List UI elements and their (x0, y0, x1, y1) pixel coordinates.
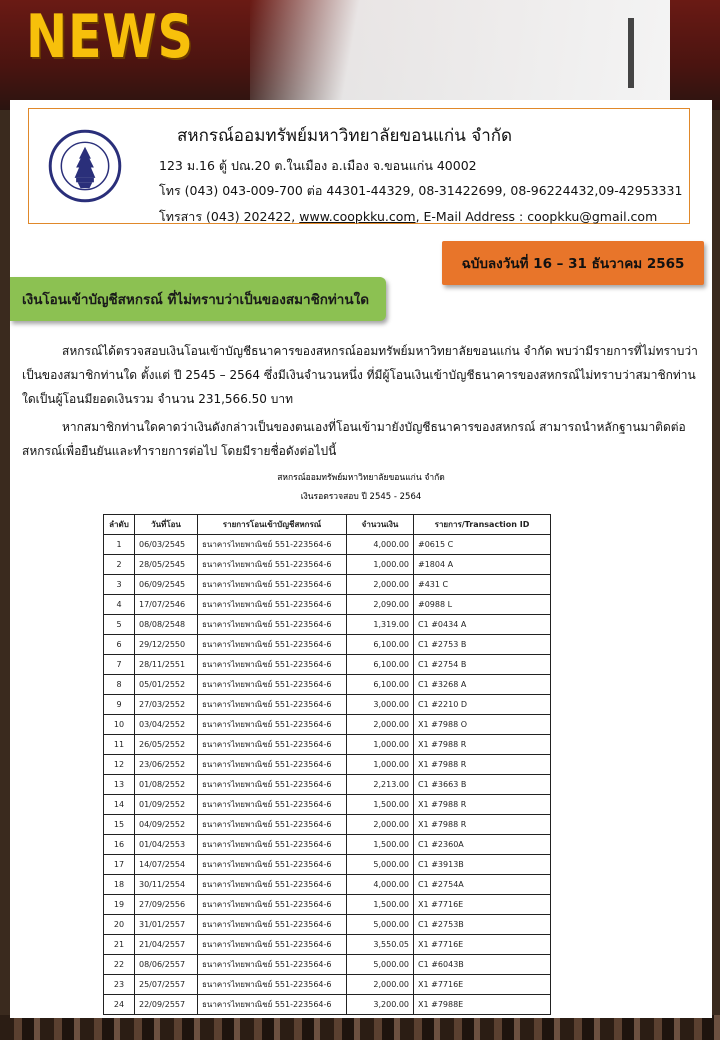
cell-no: 9 (104, 695, 135, 715)
organization-name: สหกรณ์ออมทรัพย์มหาวิทยาลัยขอนแก่น จำกัด (177, 126, 513, 146)
table-header-row (104, 515, 551, 535)
cell-amount: 6,100.00 (347, 655, 414, 675)
cell-no: 2 (104, 555, 135, 575)
cell-description: ธนาคารไทยพาณิชย์ 551-223564-6 (198, 975, 347, 995)
cell-transaction-id: X1 #7988 R (414, 735, 551, 755)
table-row (104, 775, 551, 795)
email-label: , E-Mail Address : (415, 209, 528, 224)
cell-amount: 1,000.00 (347, 755, 414, 775)
cell-amount: 2,000.00 (347, 715, 414, 735)
cell-description: ธนาคารไทยพาณิชย์ 551-223564-6 (198, 895, 347, 915)
cell-amount: 3,200.00 (347, 995, 414, 1015)
cell-transaction-id: #0615 C (414, 535, 551, 555)
cell-date: 17/07/2546 (135, 595, 198, 615)
contact-line (159, 207, 657, 227)
cell-description: ธนาคารไทยพาณิชย์ 551-223564-6 (198, 855, 347, 875)
cell-date: 04/09/2552 (135, 815, 198, 835)
table-subtitle: เงินรอตรวจสอบ ปี 2545 - 2564 (300, 492, 422, 502)
table-row (104, 715, 551, 735)
cell-no: 1 (104, 535, 135, 555)
cell-transaction-id: C1 #2754A (414, 875, 551, 895)
table-title: สหกรณ์ออมทรัพย์มหาวิทยาลัยขอนแก่น จำกัด (277, 473, 445, 483)
cell-amount: 1,500.00 (347, 795, 414, 815)
cell-amount: 2,000.00 (347, 815, 414, 835)
cell-no: 23 (104, 975, 135, 995)
table-row (104, 875, 551, 895)
letterhead (28, 108, 690, 224)
cell-no: 11 (104, 735, 135, 755)
cell-amount: 1,500.00 (347, 835, 414, 855)
cell-date: 22/09/2557 (135, 995, 198, 1015)
cell-date: 30/11/2554 (135, 875, 198, 895)
cell-amount: 2,000.00 (347, 575, 414, 595)
cell-description: ธนาคารไทยพาณิชย์ 551-223564-6 (198, 755, 347, 775)
cell-no: 14 (104, 795, 135, 815)
cell-date: 08/08/2548 (135, 615, 198, 635)
table-row (104, 795, 551, 815)
cell-no: 19 (104, 895, 135, 915)
cell-amount: 2,090.00 (347, 595, 414, 615)
cell-no: 20 (104, 915, 135, 935)
cell-description: ธนาคารไทยพาณิชย์ 551-223564-6 (198, 715, 347, 735)
cell-date: 03/04/2552 (135, 715, 198, 735)
phone-line: โทร (043) 043-009-700 ต่อ 44301-44329, 08-31422699, 08-96224432,09-42953331 (159, 183, 683, 198)
cell-transaction-id: X1 #7716E (414, 935, 551, 955)
cell-date: 27/03/2552 (135, 695, 198, 715)
col-header-description: รายการโอนเข้าบัญชีสหกรณ์ (198, 515, 347, 535)
cell-amount: 4,000.00 (347, 875, 414, 895)
cell-amount: 5,000.00 (347, 915, 414, 935)
cell-description: ธนาคารไทยพาณิชย์ 551-223564-6 (198, 835, 347, 855)
table-row (104, 575, 551, 595)
cell-transaction-id: X1 #7988 O (414, 715, 551, 735)
cell-date: 27/09/2556 (135, 895, 198, 915)
cell-transaction-id: C1 #3268 A (414, 675, 551, 695)
table-row (104, 695, 551, 715)
cell-no: 24 (104, 995, 135, 1015)
section-title: เงินโอนเข้าบัญชีสหกรณ์ ที่ไม่ทราบว่าเป็นของสมาชิกท่านใด (10, 277, 386, 321)
cell-date: 05/01/2552 (135, 675, 198, 695)
issue-date-badge: ฉบับลงวันที่ 16 – 31 ธันวาคม 2565 (442, 241, 704, 285)
cell-amount: 2,000.00 (347, 975, 414, 995)
table-row (104, 735, 551, 755)
cell-no: 15 (104, 815, 135, 835)
cell-description: ธนาคารไทยพาณิชย์ 551-223564-6 (198, 955, 347, 975)
cell-amount: 2,213.00 (347, 775, 414, 795)
cell-amount: 6,100.00 (347, 635, 414, 655)
cell-amount: 3,550.05 (347, 935, 414, 955)
table-row (104, 835, 551, 855)
table-row (104, 955, 551, 975)
table-row (104, 995, 551, 1015)
col-header-date: วันที่โอน (135, 515, 198, 535)
cell-description: ธนาคารไทยพาณิชย์ 551-223564-6 (198, 635, 347, 655)
table-row (104, 915, 551, 935)
cell-date: 01/09/2552 (135, 795, 198, 815)
cell-date: 28/05/2545 (135, 555, 198, 575)
cell-amount: 4,000.00 (347, 535, 414, 555)
cell-date: 01/08/2552 (135, 775, 198, 795)
cell-date: 23/06/2552 (135, 755, 198, 775)
transactions-table (103, 514, 551, 1015)
table-row (104, 755, 551, 775)
cell-transaction-id: C1 #0434 A (414, 615, 551, 635)
paragraph-1: สหกรณ์ได้ตรวจสอบเงินโอนเข้าบัญชีธนาคารของสหกรณ์ออมทรัพย์มหาวิทยาลัยขอนแก่น จำกัด พบว่ามีรายการที่ไม่ทราบว่าเป็นของสมาชิกท่านใด ตั้งแต่ ปี 2545 – 2564 ซึ่งมีเงินจำนวนหนึ่ง ที่มีผู้โอนเงินเข้าบัญชีธนาคารของสหกรณ์ไม่ทราบว่าสมาชิกท่านใดเป็นผู้โอนมียอดเงินรวม จำนวน 231,566.50 บาท (22, 344, 698, 406)
cell-description: ธนาคารไทยพาณิชย์ 551-223564-6 (198, 875, 347, 895)
fax-text: โทรสาร (043) 202422, (159, 209, 300, 224)
cell-amount: 1,319.00 (347, 615, 414, 635)
cell-transaction-id: C1 #2753B (414, 915, 551, 935)
cell-transaction-id: #431 C (414, 575, 551, 595)
cell-no: 4 (104, 595, 135, 615)
table-row (104, 595, 551, 615)
cell-description: ธนาคารไทยพาณิชย์ 551-223564-6 (198, 675, 347, 695)
col-header-amount: จำนวนเงิน (347, 515, 414, 535)
col-header-transaction-id: รายการ/Transaction ID (414, 515, 551, 535)
cell-date: 14/07/2554 (135, 855, 198, 875)
cell-date: 06/09/2545 (135, 575, 198, 595)
cell-no: 10 (104, 715, 135, 735)
cell-transaction-id: C1 #3663 B (414, 775, 551, 795)
cell-date: 06/03/2545 (135, 535, 198, 555)
coop-seal-logo (48, 129, 122, 203)
cell-description: ธนาคารไทยพาณิชย์ 551-223564-6 (198, 775, 347, 795)
cell-description: ธนาคารไทยพาณิชย์ 551-223564-6 (198, 695, 347, 715)
cell-no: 22 (104, 955, 135, 975)
cell-amount: 5,000.00 (347, 855, 414, 875)
cell-transaction-id: X1 #7716E (414, 895, 551, 915)
cell-description: ธนาคารไทยพาณิชย์ 551-223564-6 (198, 735, 347, 755)
cell-description: ธนาคารไทยพาณิชย์ 551-223564-6 (198, 915, 347, 935)
cell-no: 17 (104, 855, 135, 875)
cell-transaction-id: X1 #7988 R (414, 815, 551, 835)
table-row (104, 895, 551, 915)
table-row (104, 815, 551, 835)
cell-amount: 1,500.00 (347, 895, 414, 915)
table-row (104, 535, 551, 555)
cell-transaction-id: X1 #7716E (414, 975, 551, 995)
cell-description: ธนาคารไทยพาณิชย์ 551-223564-6 (198, 575, 347, 595)
header-post (628, 18, 634, 88)
cell-amount: 5,000.00 (347, 955, 414, 975)
cell-no: 6 (104, 635, 135, 655)
cell-amount: 1,000.00 (347, 555, 414, 575)
table-row (104, 635, 551, 655)
cell-date: 21/04/2557 (135, 935, 198, 955)
cell-date: 26/05/2552 (135, 735, 198, 755)
cell-no: 16 (104, 835, 135, 855)
cell-no: 5 (104, 615, 135, 635)
cell-no: 13 (104, 775, 135, 795)
cell-transaction-id: #1804 A (414, 555, 551, 575)
cell-description: ธนาคารไทยพาณิชย์ 551-223564-6 (198, 795, 347, 815)
website-link[interactable]: www.coopkku.com (299, 209, 416, 224)
cell-description: ธนาคารไทยพาณิชย์ 551-223564-6 (198, 555, 347, 575)
table-row (104, 655, 551, 675)
table-row (104, 555, 551, 575)
cell-no: 3 (104, 575, 135, 595)
cell-description: ธนาคารไทยพาณิชย์ 551-223564-6 (198, 655, 347, 675)
cell-description: ธนาคารไทยพาณิชย์ 551-223564-6 (198, 995, 347, 1015)
cell-description: ธนาคารไทยพาณิชย์ 551-223564-6 (198, 815, 347, 835)
cell-date: 01/04/2553 (135, 835, 198, 855)
cell-no: 8 (104, 675, 135, 695)
cell-description: ธนาคารไทยพาณิชย์ 551-223564-6 (198, 935, 347, 955)
cell-description: ธนาคารไทยพาณิชย์ 551-223564-6 (198, 595, 347, 615)
cell-no: 12 (104, 755, 135, 775)
table-row (104, 615, 551, 635)
header-light-band (250, 0, 670, 110)
cell-description: ธนาคารไทยพาณิชย์ 551-223564-6 (198, 535, 347, 555)
cell-amount: 1,000.00 (347, 735, 414, 755)
table-row (104, 975, 551, 995)
cell-transaction-id: C1 #2210 D (414, 695, 551, 715)
news-banner-title: NEWS (26, 2, 194, 72)
cell-transaction-id: C1 #3913B (414, 855, 551, 875)
cell-date: 29/12/2550 (135, 635, 198, 655)
address-line: 123 ม.16 ตู้ ปณ.20 ต.ในเมือง อ.เมือง จ.ขอนแก่น 40002 (159, 158, 477, 173)
cell-no: 18 (104, 875, 135, 895)
cell-transaction-id: C1 #6043B (414, 955, 551, 975)
table-row (104, 855, 551, 875)
cell-description: ธนาคารไทยพาณิชย์ 551-223564-6 (198, 615, 347, 635)
cell-amount: 3,000.00 (347, 695, 414, 715)
cell-amount: 6,100.00 (347, 675, 414, 695)
cell-transaction-id: X1 #7988 R (414, 795, 551, 815)
cell-date: 08/06/2557 (135, 955, 198, 975)
table-row (104, 675, 551, 695)
cell-date: 28/11/2551 (135, 655, 198, 675)
cell-transaction-id: X1 #7988E (414, 995, 551, 1015)
footer-background (0, 1015, 720, 1040)
cell-transaction-id: X1 #7988 R (414, 755, 551, 775)
cell-date: 31/01/2557 (135, 915, 198, 935)
cell-transaction-id: C1 #2360A (414, 835, 551, 855)
email-link[interactable]: coopkku@gmail.com (527, 209, 658, 224)
col-header-no: ลำดับ (104, 515, 135, 535)
cell-no: 7 (104, 655, 135, 675)
paragraph-2: หากสมาชิกท่านใดคาดว่าเงินดังกล่าวเป็นของตนเองที่โอนเข้ามายังบัญชีธนาคารของสหกรณ์ สามารถนำหลักฐานมาติดต่อสหกรณ์เพื่อยืนยันและทำรายการต่อไป โดยมีรายชื่อดังต่อไปนี้ (22, 420, 686, 458)
cell-date: 25/07/2557 (135, 975, 198, 995)
cell-no: 21 (104, 935, 135, 955)
cell-transaction-id: #0988 L (414, 595, 551, 615)
document-page (10, 100, 712, 1018)
table-row (104, 935, 551, 955)
cell-transaction-id: C1 #2753 B (414, 635, 551, 655)
cell-transaction-id: C1 #2754 B (414, 655, 551, 675)
